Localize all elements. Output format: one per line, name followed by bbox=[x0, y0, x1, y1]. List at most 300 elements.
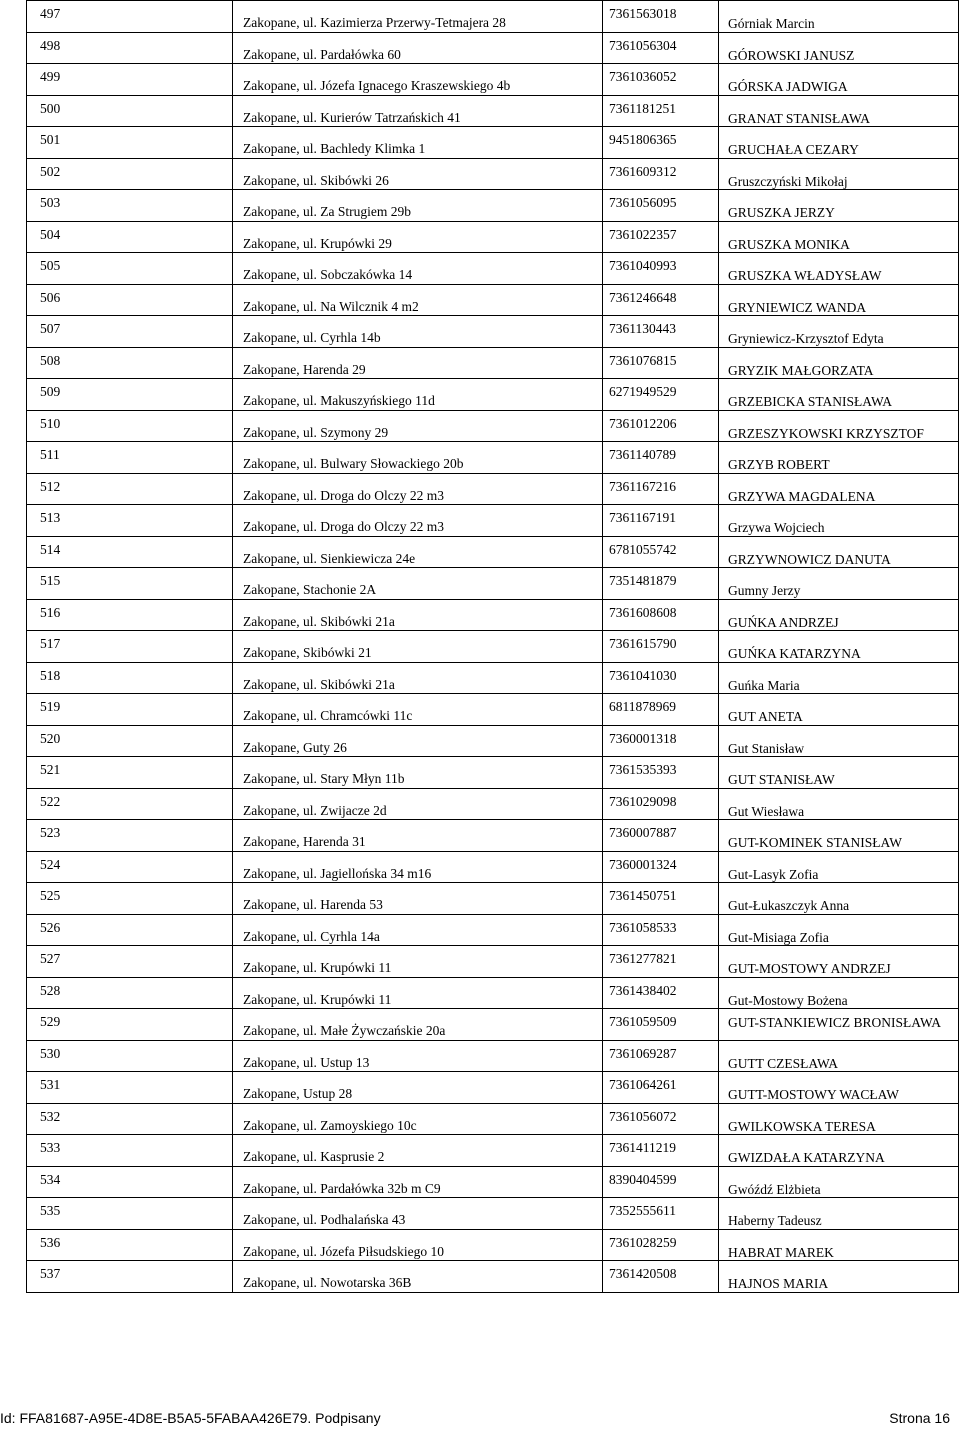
row-number-text: 518 bbox=[40, 667, 61, 683]
address-cell bbox=[233, 379, 603, 411]
address-cell bbox=[233, 536, 603, 568]
address-text: Zakopane, Harenda 29 bbox=[243, 361, 366, 377]
name-cell bbox=[719, 883, 959, 915]
address-text: Zakopane, Harenda 31 bbox=[243, 834, 366, 849]
row-number-cell bbox=[27, 851, 233, 883]
id-number-text: 7361076815 bbox=[609, 352, 677, 368]
name-cell bbox=[719, 599, 959, 631]
name-cell bbox=[719, 536, 959, 568]
name-text: GRZYWNOWICZ DANUTA bbox=[728, 551, 891, 567]
name-text: Gwóźdź Elżbieta bbox=[728, 1181, 821, 1197]
address-cell bbox=[233, 284, 603, 316]
address-cell bbox=[233, 599, 603, 631]
address-cell bbox=[233, 1261, 603, 1293]
name-cell bbox=[719, 32, 959, 64]
id-number-text: 7352555611 bbox=[609, 1203, 676, 1218]
name-cell bbox=[719, 946, 959, 978]
id-number-cell bbox=[603, 253, 719, 285]
table-row bbox=[27, 1229, 959, 1261]
id-number-cell bbox=[603, 662, 719, 694]
row-number-cell bbox=[27, 1009, 233, 1041]
address-cell bbox=[233, 158, 603, 190]
row-number-text: 499 bbox=[40, 69, 61, 84]
table-row bbox=[27, 95, 959, 127]
name-text: GUT-MOSTOWY ANDRZEJ bbox=[728, 961, 891, 976]
address-cell bbox=[233, 190, 603, 222]
address-cell bbox=[233, 253, 603, 285]
address-text: Zakopane, ul. Kasprusie 2 bbox=[243, 1149, 385, 1164]
name-text: Haberny Tadeusz bbox=[728, 1213, 822, 1228]
address-text: Zakopane, ul. Kazimierza Przerwy-Tetmajera 28 bbox=[243, 15, 506, 30]
address-text: Zakopane, ul. Józefa Piłsudskiego 10 bbox=[243, 1243, 444, 1259]
table-row bbox=[27, 1135, 959, 1167]
row-number-text: 512 bbox=[40, 478, 61, 494]
table-row bbox=[27, 1, 959, 33]
id-number-text: 7361069287 bbox=[609, 1045, 677, 1061]
row-number-cell bbox=[27, 347, 233, 379]
row-number-text: 516 bbox=[40, 604, 61, 620]
id-number-text: 7361041030 bbox=[609, 667, 677, 683]
name-cell bbox=[719, 662, 959, 694]
row-number-text: 517 bbox=[40, 636, 61, 651]
table-row bbox=[27, 1040, 959, 1072]
row-number-text: 497 bbox=[40, 6, 61, 21]
row-number-text: 531 bbox=[40, 1077, 61, 1092]
name-text: GUT ANETA bbox=[728, 709, 803, 724]
row-number-text: 515 bbox=[40, 573, 61, 588]
name-text: GRZEBICKA STANISŁAWA bbox=[728, 394, 892, 409]
address-cell bbox=[233, 1009, 603, 1041]
name-text: GRZESZYKOWSKI KRZYSZTOF bbox=[728, 425, 924, 441]
table-row bbox=[27, 694, 959, 726]
address-text: Zakopane, ul. Skibówki 21a bbox=[243, 613, 395, 629]
id-number-cell bbox=[603, 851, 719, 883]
id-number-text: 7361056304 bbox=[609, 37, 677, 53]
name-text: GUŃKA ANDRZEJ bbox=[728, 614, 839, 630]
name-cell bbox=[719, 379, 959, 411]
name-cell bbox=[719, 631, 959, 663]
table-row bbox=[27, 757, 959, 789]
id-number-cell bbox=[603, 1261, 719, 1293]
address-text: Zakopane, ul. Stary Młyn 11b bbox=[243, 771, 405, 786]
name-text: GRUSZKA JERZY bbox=[728, 205, 835, 220]
address-cell bbox=[233, 1, 603, 33]
address-cell bbox=[233, 662, 603, 694]
row-number-cell bbox=[27, 1229, 233, 1261]
address-cell bbox=[233, 64, 603, 96]
id-number-text: 7360001318 bbox=[609, 730, 677, 746]
name-text: Gryniewicz-Krzysztof Edyta bbox=[728, 331, 884, 346]
row-number-text: 534 bbox=[40, 1171, 61, 1187]
name-text: GRYZIK MAŁGORZATA bbox=[728, 362, 874, 378]
id-number-cell bbox=[603, 284, 719, 316]
row-number-cell bbox=[27, 694, 233, 726]
address-text: Zakopane, ul. Jagiellońska 34 m16 bbox=[243, 865, 432, 881]
address-cell bbox=[233, 410, 603, 442]
row-number-cell bbox=[27, 946, 233, 978]
name-text: Gut Wiesława bbox=[728, 803, 805, 819]
name-text: GUŃKA KATARZYNA bbox=[728, 646, 861, 661]
row-number-text: 498 bbox=[40, 37, 61, 53]
table-row bbox=[27, 851, 959, 883]
address-text: Zakopane, Guty 26 bbox=[243, 739, 347, 755]
row-number-cell bbox=[27, 914, 233, 946]
row-number-text: 509 bbox=[40, 384, 61, 399]
row-number-text: 537 bbox=[40, 1266, 61, 1281]
id-number-text: 7361167191 bbox=[609, 510, 676, 525]
id-number-text: 7361140789 bbox=[609, 447, 676, 462]
row-number-text: 519 bbox=[40, 699, 61, 714]
address-cell bbox=[233, 95, 603, 127]
name-text: GÓROWSKI JANUSZ bbox=[728, 47, 855, 63]
id-number-text: 7361040993 bbox=[609, 258, 677, 273]
row-number-cell bbox=[27, 788, 233, 820]
name-text: Gut-Łukaszczyk Anna bbox=[728, 898, 850, 913]
id-number-cell bbox=[603, 158, 719, 190]
name-text: Gruszczyński Mikołaj bbox=[728, 173, 848, 189]
name-cell bbox=[719, 694, 959, 726]
id-number-cell bbox=[603, 757, 719, 789]
table-row bbox=[27, 1103, 959, 1135]
name-cell bbox=[719, 410, 959, 442]
id-number-text: 7360007887 bbox=[609, 825, 677, 840]
table-row bbox=[27, 568, 959, 600]
name-cell bbox=[719, 568, 959, 600]
name-cell bbox=[719, 473, 959, 505]
row-number-cell bbox=[27, 410, 233, 442]
row-number-cell bbox=[27, 1198, 233, 1230]
id-number-text: 7361058533 bbox=[609, 919, 677, 935]
address-text: Zakopane, Stachonie 2A bbox=[243, 582, 377, 597]
table-row bbox=[27, 32, 959, 64]
row-number-cell bbox=[27, 725, 233, 757]
address-text: Zakopane, ul. Krupówki 11 bbox=[243, 991, 392, 1007]
name-cell bbox=[719, 284, 959, 316]
address-cell bbox=[233, 316, 603, 348]
table-row bbox=[27, 946, 959, 978]
row-number-text: 526 bbox=[40, 919, 61, 935]
id-number-text: 7361056095 bbox=[609, 195, 677, 210]
table-row bbox=[27, 410, 959, 442]
address-cell bbox=[233, 788, 603, 820]
id-number-text: 7361450751 bbox=[609, 888, 677, 903]
table-row bbox=[27, 883, 959, 915]
name-cell bbox=[719, 757, 959, 789]
address-cell bbox=[233, 32, 603, 64]
id-number-text: 7361420508 bbox=[609, 1266, 677, 1281]
table-row bbox=[27, 631, 959, 663]
id-number-text: 7361608608 bbox=[609, 604, 677, 620]
row-number-cell bbox=[27, 977, 233, 1009]
row-number-cell bbox=[27, 820, 233, 852]
id-number-cell bbox=[603, 379, 719, 411]
table-row bbox=[27, 977, 959, 1009]
name-text: Guńka Maria bbox=[728, 677, 800, 693]
address-text: Zakopane, ul. Sienkiewicza 24e bbox=[243, 550, 416, 566]
id-number-text: 7361036052 bbox=[609, 69, 677, 84]
row-number-text: 520 bbox=[40, 730, 61, 746]
address-text: Zakopane, ul. Skibówki 26 bbox=[243, 172, 389, 188]
name-cell bbox=[719, 725, 959, 757]
table-row bbox=[27, 127, 959, 159]
row-number-text: 511 bbox=[40, 447, 60, 462]
address-cell bbox=[233, 883, 603, 915]
row-number-cell bbox=[27, 253, 233, 285]
name-text: GRUSZKA WŁADYSŁAW bbox=[728, 268, 882, 283]
row-number-text: 503 bbox=[40, 195, 61, 210]
id-number-cell bbox=[603, 95, 719, 127]
id-number-text: 7351481879 bbox=[609, 573, 677, 588]
row-number-cell bbox=[27, 1103, 233, 1135]
id-number-text: 7361277821 bbox=[609, 951, 677, 966]
table-row bbox=[27, 221, 959, 253]
table-row bbox=[27, 725, 959, 757]
row-number-text: 521 bbox=[40, 762, 61, 777]
address-cell bbox=[233, 347, 603, 379]
row-number-cell bbox=[27, 536, 233, 568]
id-number-cell bbox=[603, 1009, 719, 1041]
address-text: Zakopane, ul. Kurierów Tatrzańskich 41 bbox=[243, 109, 461, 125]
address-text: Zakopane, ul. Zwijacze 2d bbox=[243, 802, 387, 818]
id-number-text: 7361167216 bbox=[609, 478, 676, 494]
table-row bbox=[27, 190, 959, 222]
id-number-text: 7361012206 bbox=[609, 415, 677, 431]
id-number-cell bbox=[603, 221, 719, 253]
name-text: GRZYB ROBERT bbox=[728, 457, 830, 472]
row-number-text: 508 bbox=[40, 352, 61, 368]
row-number-cell bbox=[27, 568, 233, 600]
document-id-text: Id: FFA81687-A95E-4D8E-B5A5-5FABAA426E79. Podpisany bbox=[0, 1410, 381, 1426]
id-number-cell bbox=[603, 410, 719, 442]
address-text: Zakopane, Skibówki 21 bbox=[243, 645, 372, 660]
row-number-cell bbox=[27, 1040, 233, 1072]
row-number-text: 524 bbox=[40, 856, 61, 872]
table-row bbox=[27, 64, 959, 96]
row-number-text: 500 bbox=[40, 100, 61, 116]
address-text: Zakopane, ul. Podhalańska 43 bbox=[243, 1212, 406, 1227]
name-cell bbox=[719, 820, 959, 852]
row-number-cell bbox=[27, 505, 233, 537]
row-number-text: 522 bbox=[40, 793, 61, 809]
name-text: Gut Stanisław bbox=[728, 740, 805, 756]
name-cell bbox=[719, 347, 959, 379]
id-number-text: 7361438402 bbox=[609, 982, 677, 998]
name-cell bbox=[719, 316, 959, 348]
address-text: Zakopane, ul. Pardałówka 60 bbox=[243, 46, 401, 62]
address-cell bbox=[233, 914, 603, 946]
name-cell bbox=[719, 1135, 959, 1167]
address-cell bbox=[233, 473, 603, 505]
id-number-cell bbox=[603, 190, 719, 222]
id-number-text: 6811878969 bbox=[609, 699, 676, 714]
table-row bbox=[27, 1009, 959, 1041]
id-number-cell bbox=[603, 1103, 719, 1135]
address-cell bbox=[233, 505, 603, 537]
row-number-cell bbox=[27, 284, 233, 316]
name-cell bbox=[719, 1166, 959, 1198]
name-text: Górniak Marcin bbox=[728, 16, 815, 31]
address-text: Zakopane, ul. Droga do Olczy 22 m3 bbox=[243, 519, 444, 534]
address-text: Zakopane, ul. Bulwary Słowackiego 20b bbox=[243, 456, 464, 471]
table-row bbox=[27, 316, 959, 348]
address-text: Zakopane, ul. Krupówki 29 bbox=[243, 235, 392, 251]
address-text: Zakopane, ul. Na Wilcznik 4 m2 bbox=[243, 298, 419, 314]
id-number-cell bbox=[603, 725, 719, 757]
row-number-text: 530 bbox=[40, 1045, 61, 1061]
name-cell bbox=[719, 127, 959, 159]
row-number-cell bbox=[27, 473, 233, 505]
row-number-text: 502 bbox=[40, 163, 61, 179]
id-number-cell bbox=[603, 1198, 719, 1230]
row-number-cell bbox=[27, 1135, 233, 1167]
address-text: Zakopane, ul. Józefa Ignacego Kraszewskiego 4b bbox=[243, 78, 511, 93]
name-text: GUT-STANKIEWICZ BRONISŁAWA bbox=[728, 1015, 941, 1030]
id-number-cell bbox=[603, 473, 719, 505]
name-text: HABRAT MAREK bbox=[728, 1244, 834, 1260]
address-text: Zakopane, ul. Harenda 53 bbox=[243, 897, 383, 912]
name-cell bbox=[719, 1, 959, 33]
id-number-text: 7361029098 bbox=[609, 793, 677, 809]
id-number-cell bbox=[603, 1072, 719, 1104]
id-number-cell bbox=[603, 1040, 719, 1072]
id-number-cell bbox=[603, 127, 719, 159]
address-text: Zakopane, ul. Pardałówka 32b m C9 bbox=[243, 1180, 441, 1196]
name-text: GWIZDAŁA KATARZYNA bbox=[728, 1150, 885, 1165]
id-number-text: 7361563018 bbox=[609, 6, 677, 21]
id-number-cell bbox=[603, 788, 719, 820]
row-number-text: 504 bbox=[40, 226, 61, 242]
name-cell bbox=[719, 505, 959, 537]
address-text: Zakopane, ul. Chramcówki 11c bbox=[243, 708, 413, 723]
name-cell bbox=[719, 1198, 959, 1230]
id-number-cell bbox=[603, 599, 719, 631]
address-text: Zakopane, ul. Krupówki 11 bbox=[243, 960, 392, 975]
address-text: Zakopane, ul. Bachledy Klimka 1 bbox=[243, 141, 426, 156]
table-row bbox=[27, 442, 959, 474]
id-number-cell bbox=[603, 32, 719, 64]
table-row bbox=[27, 536, 959, 568]
address-text: Zakopane, ul. Za Strugiem 29b bbox=[243, 204, 411, 219]
address-text: Zakopane, ul. Cyrhla 14a bbox=[243, 928, 380, 944]
id-number-cell bbox=[603, 631, 719, 663]
table-row bbox=[27, 1198, 959, 1230]
id-number-cell bbox=[603, 64, 719, 96]
name-cell bbox=[719, 788, 959, 820]
address-cell bbox=[233, 1040, 603, 1072]
name-cell bbox=[719, 158, 959, 190]
id-number-cell bbox=[603, 1135, 719, 1167]
row-number-cell bbox=[27, 158, 233, 190]
name-text: GWILKOWSKA TERESA bbox=[728, 1118, 876, 1134]
name-text: GRUSZKA MONIKA bbox=[728, 236, 850, 252]
row-number-text: 529 bbox=[40, 1014, 61, 1029]
name-cell bbox=[719, 914, 959, 946]
id-number-text: 9451806365 bbox=[609, 132, 677, 147]
name-text: HAJNOS MARIA bbox=[728, 1276, 829, 1291]
row-number-cell bbox=[27, 95, 233, 127]
id-number-text: 7361535393 bbox=[609, 762, 677, 777]
name-cell bbox=[719, 95, 959, 127]
row-number-cell bbox=[27, 1166, 233, 1198]
address-cell bbox=[233, 851, 603, 883]
address-cell bbox=[233, 757, 603, 789]
row-number-cell bbox=[27, 1, 233, 33]
row-number-cell bbox=[27, 442, 233, 474]
address-text: Zakopane, ul. Sobczakówka 14 bbox=[243, 267, 413, 282]
id-number-text: 7361028259 bbox=[609, 1234, 677, 1250]
name-cell bbox=[719, 1072, 959, 1104]
row-number-cell bbox=[27, 599, 233, 631]
address-text: Zakopane, ul. Zamoyskiego 10c bbox=[243, 1117, 417, 1133]
records-table-body bbox=[27, 1, 959, 1293]
name-cell bbox=[719, 851, 959, 883]
address-cell bbox=[233, 568, 603, 600]
table-row bbox=[27, 347, 959, 379]
id-number-cell bbox=[603, 442, 719, 474]
id-number-cell bbox=[603, 1166, 719, 1198]
name-text: GRUCHAŁA CEZARY bbox=[728, 142, 859, 157]
address-text: Zakopane, ul. Nowotarska 36B bbox=[243, 1275, 412, 1290]
row-number-cell bbox=[27, 32, 233, 64]
id-number-cell bbox=[603, 347, 719, 379]
page-footer bbox=[0, 1410, 960, 1434]
name-text: GUT-KOMINEK STANISŁAW bbox=[728, 835, 902, 850]
records-table bbox=[26, 0, 959, 1293]
row-number-text: 507 bbox=[40, 321, 61, 336]
id-number-cell bbox=[603, 1229, 719, 1261]
name-cell bbox=[719, 1040, 959, 1072]
name-text: GUTT-MOSTOWY WACŁAW bbox=[728, 1087, 900, 1102]
id-number-cell bbox=[603, 946, 719, 978]
id-number-cell bbox=[603, 820, 719, 852]
name-cell bbox=[719, 64, 959, 96]
name-text: GRYNIEWICZ WANDA bbox=[728, 299, 867, 315]
row-number-cell bbox=[27, 1072, 233, 1104]
table-row bbox=[27, 284, 959, 316]
address-text: Zakopane, ul. Cyrhla 14b bbox=[243, 330, 381, 345]
name-text: Gumny Jerzy bbox=[728, 583, 801, 598]
row-number-text: 523 bbox=[40, 825, 61, 840]
address-cell bbox=[233, 221, 603, 253]
row-number-text: 536 bbox=[40, 1234, 61, 1250]
address-cell bbox=[233, 1229, 603, 1261]
id-number-cell bbox=[603, 1, 719, 33]
name-text: Gut-Lasyk Zofia bbox=[728, 866, 819, 882]
id-number-text: 8390404599 bbox=[609, 1171, 677, 1187]
row-number-cell bbox=[27, 1261, 233, 1293]
id-number-text: 7361056072 bbox=[609, 1108, 677, 1124]
row-number-cell bbox=[27, 221, 233, 253]
row-number-text: 528 bbox=[40, 982, 61, 998]
row-number-text: 505 bbox=[40, 258, 61, 273]
row-number-cell bbox=[27, 757, 233, 789]
row-number-text: 513 bbox=[40, 510, 61, 525]
row-number-text: 535 bbox=[40, 1203, 61, 1218]
name-text: Grzywa Wojciech bbox=[728, 520, 825, 535]
address-text: Zakopane, ul. Droga do Olczy 22 m3 bbox=[243, 487, 444, 503]
address-text: Zakopane, ul. Małe Żywczańskie 20a bbox=[243, 1023, 446, 1038]
id-number-text: 7361064261 bbox=[609, 1077, 677, 1092]
row-number-cell bbox=[27, 127, 233, 159]
row-number-cell bbox=[27, 316, 233, 348]
address-text: Zakopane, ul. Szymony 29 bbox=[243, 424, 389, 440]
address-cell bbox=[233, 127, 603, 159]
id-number-cell bbox=[603, 883, 719, 915]
id-number-cell bbox=[603, 316, 719, 348]
id-number-text: 7361059509 bbox=[609, 1014, 677, 1029]
address-cell bbox=[233, 694, 603, 726]
row-number-cell bbox=[27, 631, 233, 663]
